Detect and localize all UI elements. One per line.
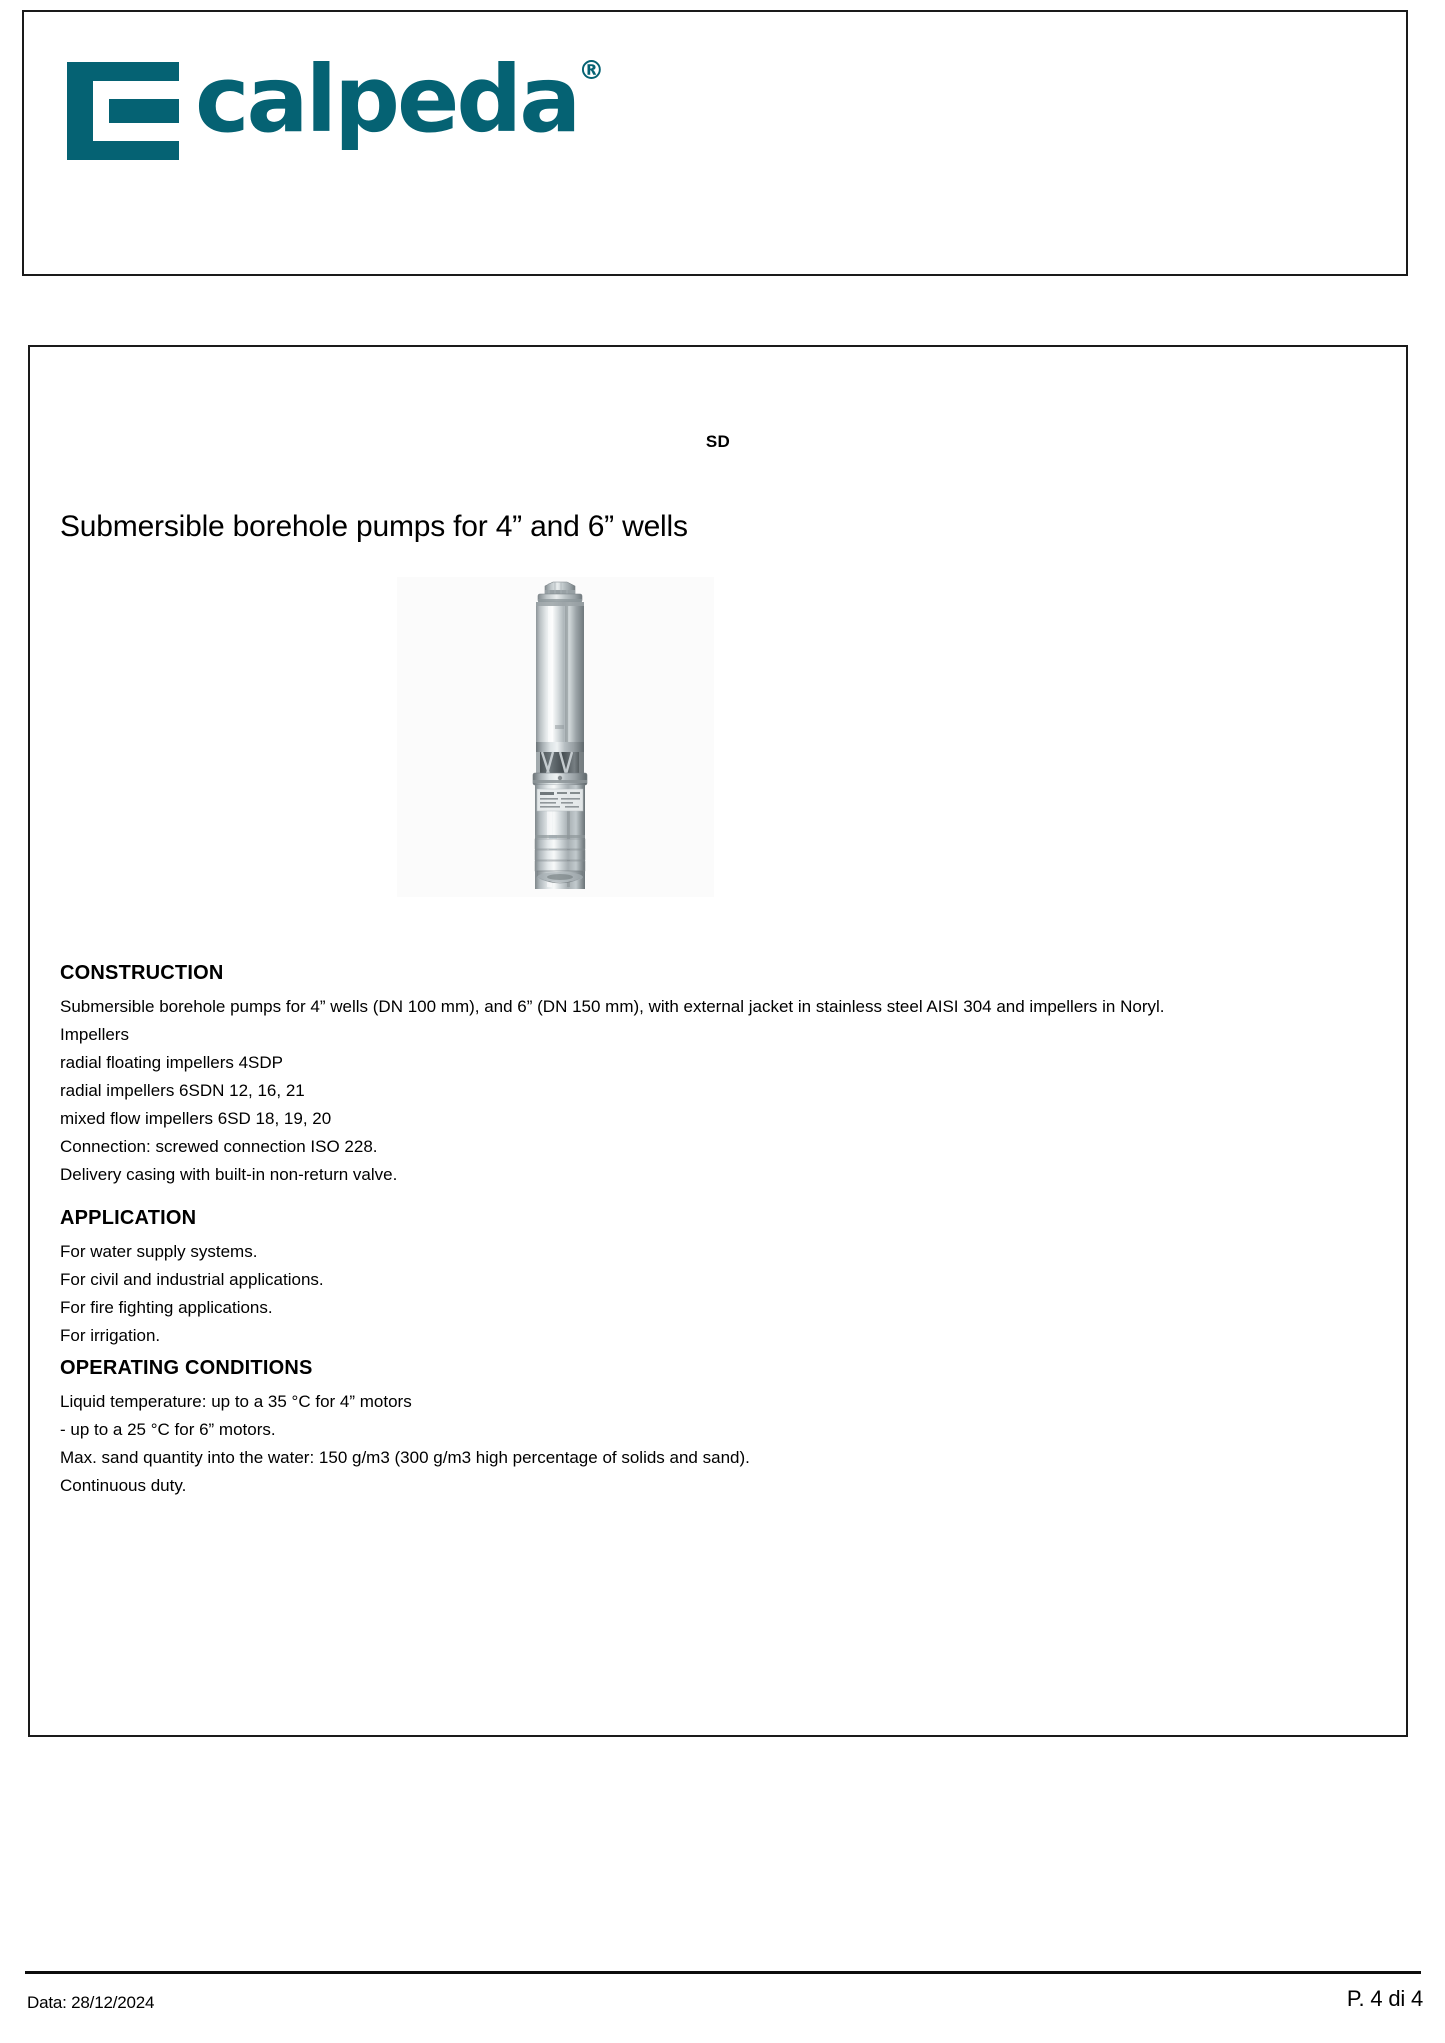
section-construction	[60, 962, 1386, 1189]
section-operating-line-0: Liquid temperature: up to a 35 °C for 4” motors	[60, 1392, 412, 1411]
calpeda-logo	[67, 46, 605, 160]
motor-nameplate	[537, 789, 583, 811]
logomark-slot-bottom	[93, 123, 179, 141]
section-application-line-0: For water supply systems.	[60, 1242, 258, 1261]
pump-coupling-section	[533, 742, 587, 785]
pump-top-collar	[538, 594, 582, 602]
brand-wordmark	[195, 46, 605, 153]
submersible-pump-illustration	[397, 577, 714, 897]
section-operating-heading: OPERATING CONDITIONS	[60, 1357, 313, 1379]
footer-divider	[25, 1971, 1421, 1974]
product-image	[397, 577, 714, 897]
section-application-heading: APPLICATION	[60, 1207, 197, 1229]
header-logo-box	[22, 10, 1408, 276]
section-application-line-1: For civil and industrial applications.	[60, 1270, 324, 1289]
section-operating-conditions	[60, 1357, 1386, 1500]
pump-base-bands	[535, 835, 585, 883]
section-operating-line-2: Max. sand quantity into the water: 150 g/m3 (300 g/m3 high percentage of solids and sand).	[60, 1448, 750, 1467]
logomark-inner-stub	[93, 99, 109, 123]
footer-date: Data: 28/12/2024	[27, 1993, 155, 2012]
main-content-box	[28, 345, 1408, 1737]
logomark-square	[67, 62, 179, 160]
section-application-line-3: For irrigation.	[60, 1326, 161, 1345]
section-construction-line-1: Impellers	[60, 1025, 129, 1044]
registered-trademark-icon: ®	[578, 56, 605, 86]
calpeda-logomark-icon	[67, 62, 179, 160]
page-title: Submersible borehole pumps for 4” and 6” wells	[60, 510, 688, 544]
section-construction-line-3: radial impellers 6SDN 12, 16, 21	[60, 1081, 305, 1100]
brand-name-text: calpeda	[195, 46, 579, 153]
footer-page-number: P. 4 di 4	[1346, 1986, 1423, 2011]
section-operating-line-3: Continuous duty.	[60, 1476, 187, 1495]
section-application	[60, 1207, 1386, 1350]
section-construction-line-0: Submersible borehole pumps for 4” wells (DN 100 mm), and 6” (DN 150 mm), with external jacket in stainless steel AISI 304 and impellers in Noryl.	[60, 997, 1165, 1016]
section-application-line-2: For fire fighting applications.	[60, 1298, 273, 1317]
section-construction-line-5: Connection: screwed connection ISO 228.	[60, 1137, 378, 1156]
section-construction-line-4: mixed flow impellers 6SD 18, 19, 20	[60, 1109, 332, 1128]
section-construction-line-2: radial floating impellers 4SDP	[60, 1053, 283, 1072]
logomark-slot-top	[93, 81, 179, 99]
section-construction-heading: CONSTRUCTION	[60, 962, 224, 984]
pump-upper-jacket	[536, 602, 584, 742]
section-construction-line-6: Delivery casing with built-in non-return valve.	[60, 1165, 398, 1184]
section-operating-line-1: - up to a 25 °C for 6” motors.	[60, 1420, 276, 1439]
document-code: SD	[705, 432, 731, 451]
